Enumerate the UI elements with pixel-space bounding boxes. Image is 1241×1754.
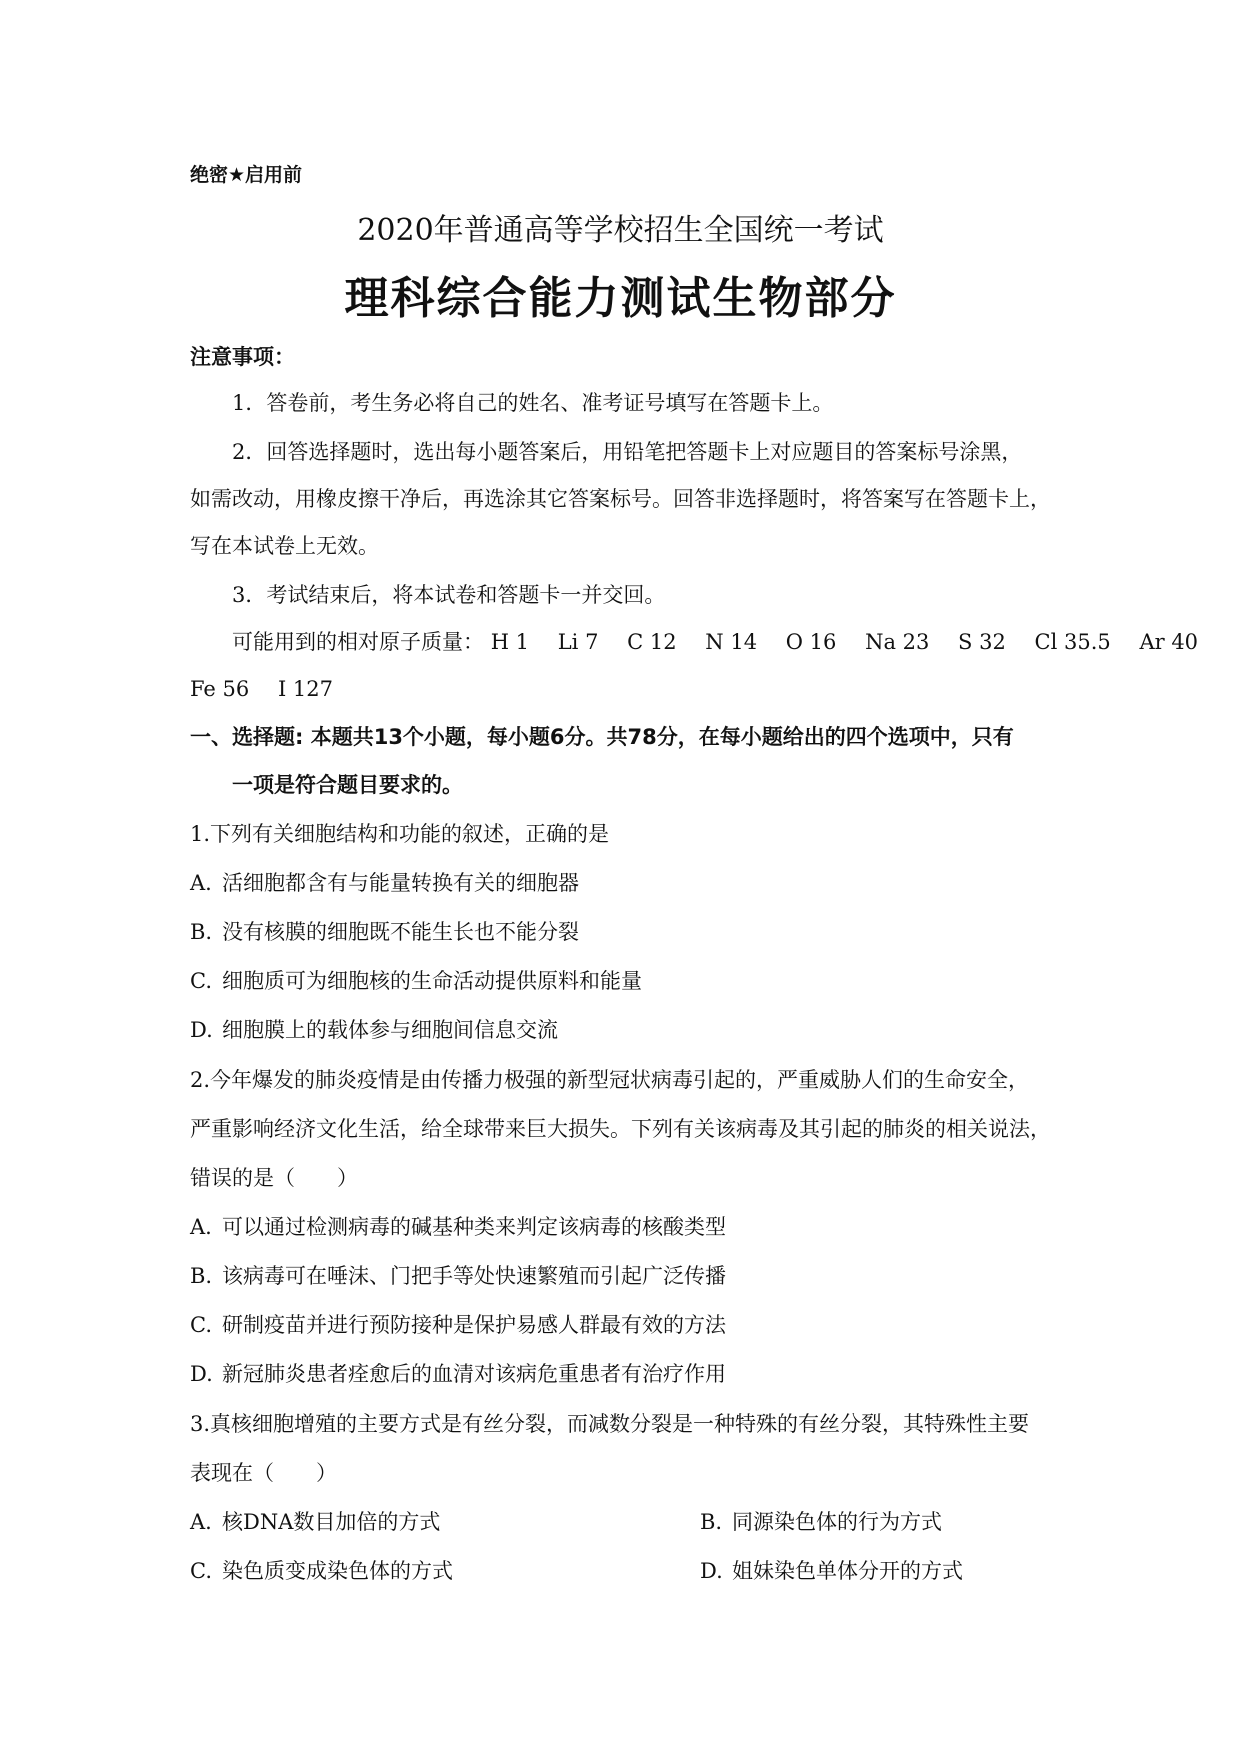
notice-heading: 注意事项： <box>190 345 295 369</box>
atomic-mass-list-1 <box>484 630 1198 654</box>
question-1-option-a <box>190 868 579 898</box>
atomic-mass-item: O 16 <box>785 630 837 654</box>
secret-label: 绝密★启用前 <box>190 164 303 186</box>
question-2-stem-line-3: 错误的是（ ） <box>190 1166 358 1190</box>
option-text: 没有核膜的细胞既不能生长也不能分裂 <box>222 920 579 944</box>
atomic-mass-line-2 <box>190 674 333 704</box>
option-label: C. <box>190 1313 212 1337</box>
atomic-mass-item: Na 23 <box>865 630 930 654</box>
atomic-mass-item: I 127 <box>277 677 333 701</box>
section-1-heading-line-2: 一项是符合题目要求的。 <box>232 773 463 797</box>
question-2-stem-line-2: 严重影响经济文化生活，给全球带来巨大损失。下列有关该病毒及其引起的肺炎的相关说法， <box>190 1117 1051 1141</box>
notice-item-1: 1．答卷前，考生务必将自己的姓名、准考证号填写在答题卡上。 <box>232 391 834 415</box>
option-label: B. <box>190 920 213 944</box>
notice-item-3: 3．考试结束后，将本试卷和答题卡一并交回。 <box>232 583 666 607</box>
question-2-option-d <box>190 1359 726 1389</box>
option-text: 姐妹染色单体分开的方式 <box>732 1559 963 1583</box>
question-1-option-b <box>190 917 579 947</box>
atomic-mass-item: Ar 40 <box>1139 630 1199 654</box>
option-label: B. <box>190 1264 213 1288</box>
exam-title: 2020年普通高等学校招生全国统一考试 <box>357 213 884 248</box>
option-text: 核DNA数目加倍的方式 <box>222 1510 441 1534</box>
atomic-mass-item: Fe 56 <box>190 677 250 701</box>
option-label: A. <box>190 871 212 895</box>
question-2-option-c <box>190 1310 726 1340</box>
question-3-option-c <box>190 1556 453 1586</box>
option-text: 新冠肺炎患者痊愈后的血清对该病危重患者有治疗作用 <box>222 1362 726 1386</box>
option-label: D. <box>190 1362 213 1386</box>
atomic-mass-item: Li 7 <box>557 630 599 654</box>
question-1-option-d <box>190 1015 558 1045</box>
question-3-option-b <box>700 1507 942 1537</box>
atomic-mass-item: S 32 <box>958 630 1006 654</box>
option-label: D. <box>190 1018 213 1042</box>
atomic-mass-item: C 12 <box>627 630 677 654</box>
question-1-option-c <box>190 966 642 996</box>
question-3-option-a <box>190 1507 440 1537</box>
question-2-stem-line-1: 2.今年爆发的肺炎疫情是由传播力极强的新型冠状病毒引起的，严重威胁人们的生命安全， <box>190 1068 1030 1092</box>
option-text: 该病毒可在唾沫、门把手等处快速繁殖而引起广泛传播 <box>222 1264 726 1288</box>
question-3-stem-line-2: 表现在（ ） <box>190 1461 337 1485</box>
option-text: 研制疫苗并进行预防接种是保护易感人群最有效的方法 <box>222 1313 726 1337</box>
option-text: 活细胞都含有与能量转换有关的细胞器 <box>222 871 579 895</box>
notice-item-2-line-3: 写在本试卷上无效。 <box>190 534 379 558</box>
question-3-stem-line-1: 3.真核细胞增殖的主要方式是有丝分裂，而减数分裂是一种特殊的有丝分裂，其特殊性主要 <box>190 1412 1030 1436</box>
atomic-mass-line-1 <box>232 627 1198 657</box>
question-2-option-a <box>190 1212 726 1242</box>
option-label: C. <box>190 969 212 993</box>
option-text: 染色质变成染色体的方式 <box>222 1559 453 1583</box>
question-1-stem: 1.下列有关细胞结构和功能的叙述，正确的是 <box>190 822 610 846</box>
option-label: A. <box>190 1510 212 1534</box>
atomic-mass-item: H 1 <box>490 630 530 654</box>
atomic-mass-item: N 14 <box>705 630 758 654</box>
option-label: D. <box>700 1559 723 1583</box>
notice-item-2-line-1: 2．回答选择题时，选出每小题答案后，用铅笔把答题卡上对应题目的答案标号涂黑， <box>232 440 1023 464</box>
atomic-mass-label: 可能用到的相对原子质量： <box>232 630 484 654</box>
question-3-option-d <box>700 1556 963 1586</box>
subject-title: 理科综合能力测试生物部分 <box>344 273 897 324</box>
notice-item-2-line-2: 如需改动，用橡皮擦干净后，再选涂其它答案标号。回答非选择题时，将答案写在答题卡上， <box>190 487 1051 511</box>
option-text: 可以通过检测病毒的碱基种类来判定该病毒的核酸类型 <box>222 1215 726 1239</box>
option-text: 同源染色体的行为方式 <box>732 1510 942 1534</box>
option-label: A. <box>190 1215 212 1239</box>
question-2-option-b <box>190 1261 726 1291</box>
atomic-mass-item: Cl 35.5 <box>1034 630 1111 654</box>
option-text: 细胞膜上的载体参与细胞间信息交流 <box>222 1018 558 1042</box>
option-label: B. <box>700 1510 723 1534</box>
option-text: 细胞质可为细胞核的生命活动提供原料和能量 <box>222 969 642 993</box>
section-1-heading-line-1: 一、选择题: 本题共13个小题，每小题6分。共78分，在每小题给出的四个选项中，只有 <box>190 725 1014 749</box>
option-label: C. <box>190 1559 212 1583</box>
